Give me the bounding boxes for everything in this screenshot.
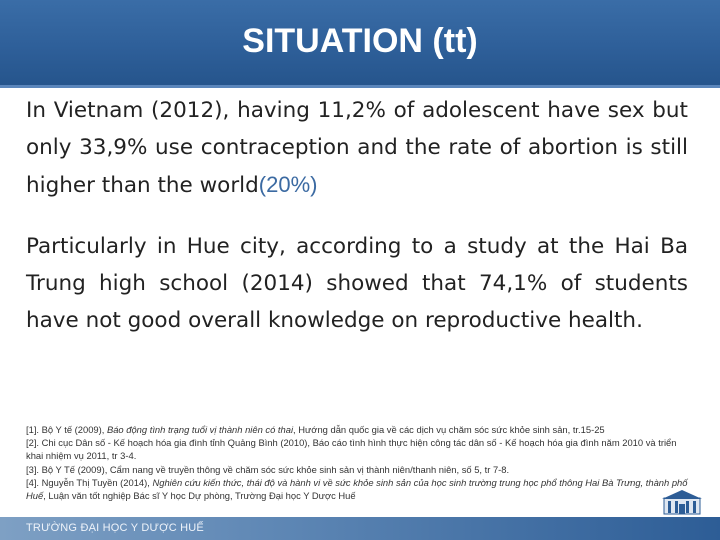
reference-title: Báo động tình trạng tuổi vị thành niên có thai	[106, 424, 294, 435]
paragraph-1-highlight: (20%)	[258, 172, 318, 197]
reference-item	[26, 476, 690, 502]
reference-text: [2]. Chi cục Dân số - Kế hoạch hóa gia đình tỉnh Quảng Bình (2010), Báo cáo tình hình thực hiện công tác dân số - Kế hoạch hóa gia đình năm 2010 và triển khai nhiệm vụ 2011, tr 3-4.	[26, 437, 677, 462]
reference-text: , Luận văn tốt nghiệp Bác sĩ Y học Dự phòng, Trường Đại học Y Dược Huế	[43, 490, 356, 502]
reference-text: , Hướng dẫn quốc gia về các dịch vụ chăm sóc sức khỏe sinh sản, tr.15-25	[293, 424, 605, 435]
reference-item	[26, 436, 690, 462]
reference-item	[26, 423, 690, 436]
footer-bar	[0, 517, 720, 540]
title-bar	[0, 0, 720, 88]
reference-text: [3]. Bộ Y Tế (2009), Cẩm nang về truyền thông về chăm sóc sức khỏe sinh sản vị thành niên/thanh niên, số 5, tr 7-8.	[26, 463, 510, 475]
paragraph-hue-study: Particularly in Hue city, according to a study at the Hai Ba Trung high school (2014) showed that 74,1% of students have not good overall knowledge on reproductive health.	[26, 234, 688, 333]
reference-item	[26, 463, 690, 476]
paragraph-1-text: In Vietnam (2012), having 11,2% of adolescent have sex but only 33,9% use contraception and the rate of abortion is still higher than the world	[26, 98, 688, 198]
footer-university-name: TRƯỜNG ĐẠI HỌC Y DƯỢC HUẾ	[26, 522, 204, 534]
references-list	[26, 423, 690, 502]
university-building-logo-icon	[662, 488, 702, 518]
paragraph-vietnam-statistics	[26, 92, 688, 204]
title-bar-underline	[0, 85, 720, 88]
reference-title: Nghiên cứu kiến thức, thái độ và hành vi về sức khỏe sinh sản của học sinh trường trung học phổ thông Hai Bà Trưng, thành phố Huế	[26, 476, 688, 502]
reference-text: [4]. Nguyễn Thị Tuyền (2014),	[26, 476, 153, 488]
reference-text: [1]. Bộ Y tế (2009),	[26, 424, 107, 435]
slide-title: SITUATION (tt)	[242, 22, 478, 60]
